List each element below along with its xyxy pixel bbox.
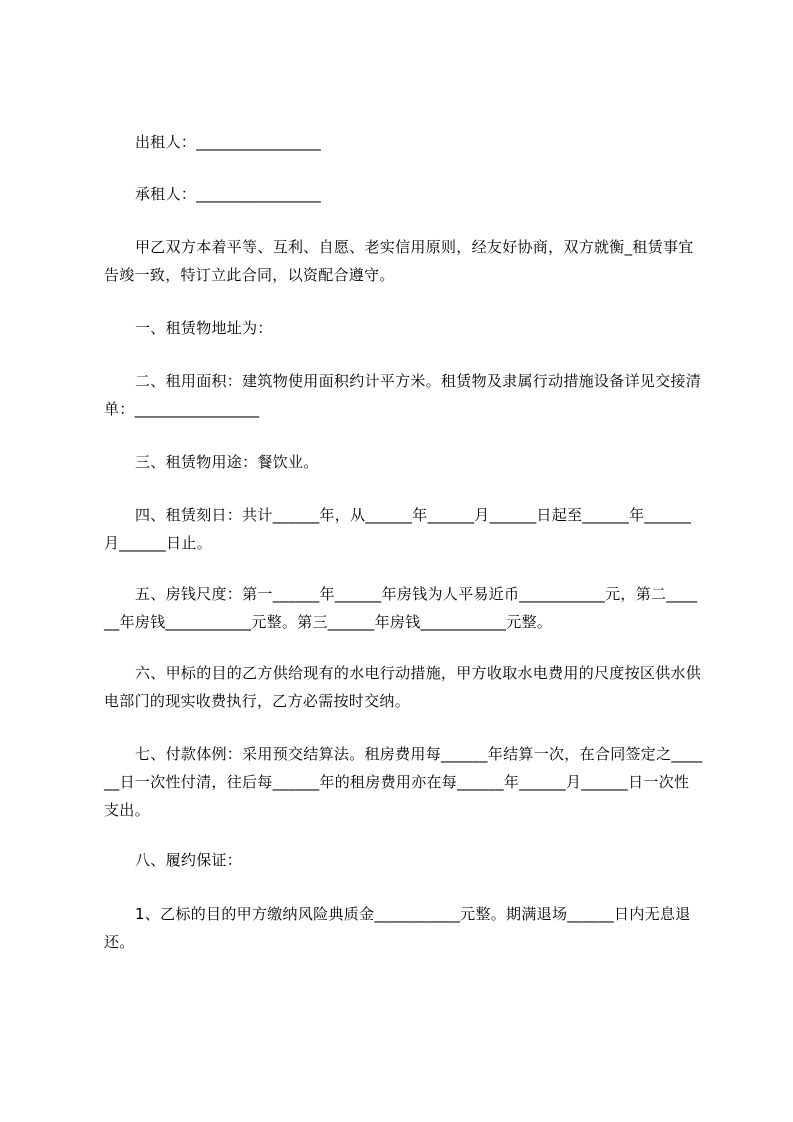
preamble-paragraph: 甲乙双方本着平等、互利、自愿、老实信用原则，经友好协商，双方就衡_租赁事宜告竣一致，特订立此合同，以资配合遵守。: [104, 238, 694, 284]
clause-5-rent: 五、房钱尺度：第一______年______年房钱为人平易近币___________元，第二______年房钱___________元整。第三______年房钱___________元整。: [104, 585, 698, 631]
clause-2-area: 二、租用面积：建筑物使用面积约计平方米。租赁物及隶属行动措施设备详见交接清单：________________: [104, 372, 702, 418]
clause-7-payment: 七、付款体例：采用预交结算法。租房费用每______年结算一次，在合同签定之______日一次性付清，往后每______年的租房费用亦在每______年______月______日一次性支出。: [104, 745, 703, 819]
lessor-line: 出租人：________________: [135, 133, 322, 151]
clause-1-address: 一、租赁物地址为：: [135, 319, 273, 337]
clause-8-guarantee: 八、履约保证：: [135, 851, 243, 869]
clause-4-term: 四、租赁刻日：共计______年，从______年______月______日起至______年______月______日止。: [104, 506, 692, 552]
clause-8-1-deposit: 1、乙标的目的甲方缴纳风险典质金___________元整。期满退场______日内无息退还。: [104, 905, 691, 951]
clause-3-usage: 三、租赁物用途：餐饮业。: [135, 453, 319, 471]
lessee-line: 承租人：________________: [135, 185, 322, 203]
clause-6-utilities: 六、甲标的目的乙方供给现有的水电行动措施，甲方收取水电费用的尺度按区供水供电部门的现实收费执行，乙方必需按时交纳。: [104, 664, 702, 710]
